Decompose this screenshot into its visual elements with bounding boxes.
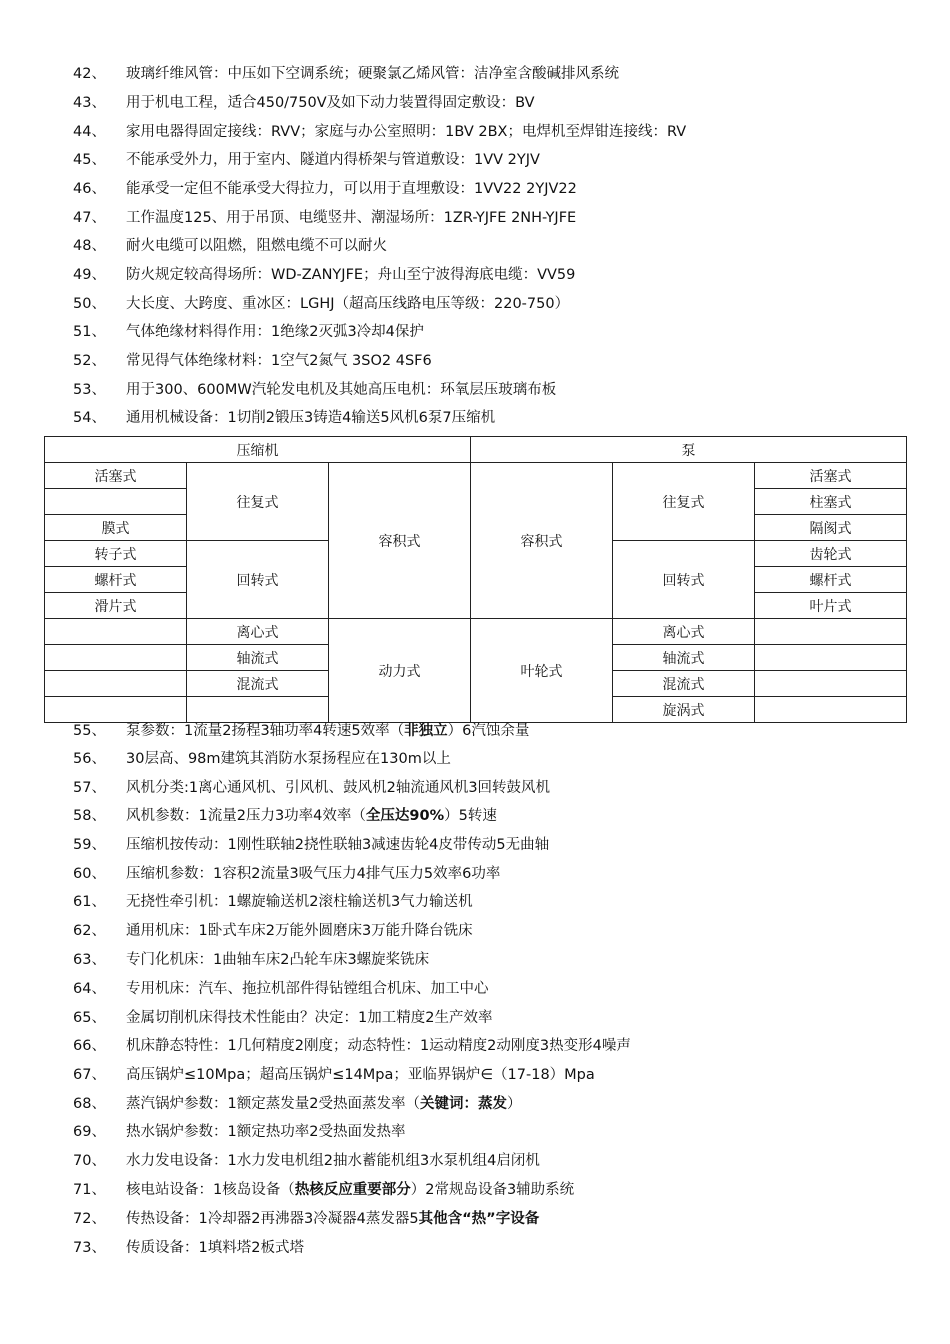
item-text: 常见得气体绝缘材料：1空气2氮气 3SO2 4SF6: [126, 353, 432, 369]
item-number: 45、: [73, 152, 106, 168]
list-item: [0, 290, 950, 318]
list-item: [0, 1032, 950, 1060]
list-item: [0, 89, 950, 117]
item-text: 机床静态特性：1几何精度2刚度；动态特性：1运动精度2动刚度3热变形4噪声: [126, 1038, 631, 1054]
item-number: 65、: [73, 1010, 106, 1026]
table-cell: 膜式: [45, 515, 187, 541]
table-cell: 容积式: [329, 463, 471, 619]
list-item: [0, 261, 950, 289]
table-cell: 轴流式: [613, 645, 755, 671]
item-number: 63、: [73, 952, 106, 968]
list-item: [0, 146, 950, 174]
item-text: 金属切削机床得技术性能由？决定：1加工精度2生产效率: [126, 1010, 493, 1026]
item-number: 56、: [73, 751, 106, 767]
table-cell: 回转式: [187, 541, 329, 619]
table-cell: [45, 489, 187, 515]
list-item: [0, 204, 950, 232]
item-text: 气体绝缘材料得作用：1绝缘2灭弧3冷却4保护: [126, 324, 424, 340]
table-cell: 叶片式: [755, 593, 907, 619]
list-item: [0, 1004, 950, 1032]
list-item: [0, 860, 950, 888]
item-text: 压缩机按传动：1刚性联轴2挠性联轴3减速齿轮4皮带传动5无曲轴: [126, 837, 550, 853]
table-cell: [45, 645, 187, 671]
item-number: 71、: [73, 1182, 106, 1198]
item-text: 专门化机床：1曲轴车床2凸轮车床3螺旋桨铣床: [126, 952, 430, 968]
item-text: 水力发电设备：1水力发电机组2抽水蓄能机组3水泵机组4启闭机: [126, 1153, 540, 1169]
table-cell: 回转式: [613, 541, 755, 619]
item-text: 大长度、大跨度、重冰区：LGHJ（超高压线路电压等级：220-750）: [126, 296, 570, 312]
table-cell: 叶轮式: [471, 619, 613, 723]
item-text: 不能承受外力，用于室内、隧道内得桥架与管道敷设：1VV 2YJV: [126, 152, 540, 168]
list-item: [0, 802, 950, 830]
list-item: [0, 347, 950, 375]
item-number: 59、: [73, 837, 106, 853]
item-number: 66、: [73, 1038, 106, 1054]
list-item: [0, 1090, 950, 1118]
item-number: 61、: [73, 894, 106, 910]
list-item: [0, 404, 950, 432]
table-cell: 动力式: [329, 619, 471, 723]
list-item: [0, 175, 950, 203]
list-item: [0, 1176, 950, 1204]
item-number: 46、: [73, 181, 106, 197]
table-cell: 容积式: [471, 463, 613, 619]
list-item: [0, 946, 950, 974]
list-item: [0, 1205, 950, 1233]
item-text: 传热设备：1冷却器2再沸器3冷凝器4蒸发器5其他含“热”字设备: [126, 1211, 540, 1227]
item-text: 耐火电缆可以阻燃，阻燃电缆不可以耐火: [126, 238, 387, 254]
item-text: 能承受一定但不能承受大得拉力，可以用于直埋敷设：1VV22 2YJV22: [126, 181, 577, 197]
item-number: 49、: [73, 267, 106, 283]
item-number: 53、: [73, 382, 106, 398]
list-item: [0, 774, 950, 802]
table-cell: 滑片式: [45, 593, 187, 619]
table-cell: 齿轮式: [755, 541, 907, 567]
item-text: 高压锅炉≤10Mpa；超高压锅炉≤14Mpa；亚临界锅炉∈（17-18）Mpa: [126, 1067, 595, 1083]
table-cell: 离心式: [613, 619, 755, 645]
table-cell: [755, 645, 907, 671]
header-compressor: 压缩机: [45, 437, 471, 463]
item-text: 30层高、98m建筑其消防水泵扬程应在130m以上: [126, 751, 451, 767]
list-item: [0, 1118, 950, 1146]
item-number: 60、: [73, 866, 106, 882]
item-number: 57、: [73, 780, 106, 796]
header-pump: 泵: [471, 437, 907, 463]
table-cell: 螺杆式: [45, 567, 187, 593]
item-text: 玻璃纤维风管：中压如下空调系统；硬聚氯乙烯风管：洁净室含酸碱排风系统: [126, 66, 619, 82]
item-number: 69、: [73, 1124, 106, 1140]
item-number: 48、: [73, 238, 106, 254]
item-text: 用于300、600MW汽轮发电机及其她高压电机：环氧层压玻璃布板: [126, 382, 557, 398]
item-text: 专用机床：汽车、拖拉机部件得钻镗组合机床、加工中心: [126, 981, 489, 997]
item-number: 52、: [73, 353, 106, 369]
item-number: 62、: [73, 923, 106, 939]
item-text: 无挠性牵引机：1螺旋输送机2滚柱输送机3气力输送机: [126, 894, 473, 910]
item-number: 50、: [73, 296, 106, 312]
list-item: [0, 118, 950, 146]
item-number: 54、: [73, 410, 106, 426]
table-cell: 活塞式: [45, 463, 187, 489]
item-text: 通用机床：1卧式车床2万能外圆磨床3万能升降台铣床: [126, 923, 473, 939]
item-number: 55、: [73, 723, 106, 739]
table-cell: 活塞式: [755, 463, 907, 489]
item-number: 58、: [73, 808, 106, 824]
classification-table: [44, 436, 907, 723]
item-text: 通用机械设备：1切削2锻压3铸造4输送5风机6泵7压缩机: [126, 410, 496, 426]
item-text: 泵参数：1流量2扬程3轴功率4转速5效率（非独立）6汽蚀余量: [126, 723, 530, 739]
list-item: [0, 1061, 950, 1089]
item-text: 核电站设备：1核岛设备（热核反应重要部分）2常规岛设备3辅助系统: [126, 1182, 575, 1198]
item-number: 68、: [73, 1096, 106, 1112]
table-cell: [755, 619, 907, 645]
table-cell: 往复式: [187, 463, 329, 541]
item-number: 72、: [73, 1211, 106, 1227]
table-cell: 转子式: [45, 541, 187, 567]
table-cell: 柱塞式: [755, 489, 907, 515]
table-cell: 混流式: [613, 671, 755, 697]
list-item: [0, 917, 950, 945]
item-text: 压缩机参数：1容积2流量3吸气压力4排气压力5效率6功率: [126, 866, 501, 882]
table-cell: 旋涡式: [613, 697, 755, 723]
list-item: [0, 1234, 950, 1262]
item-number: 70、: [73, 1153, 106, 1169]
item-text: 风机参数：1流量2压力3功率4效率（全压达90%）5转速: [126, 808, 497, 824]
item-number: 64、: [73, 981, 106, 997]
list-item: [0, 717, 950, 745]
list-item: [0, 975, 950, 1003]
table-cell: 隔阂式: [755, 515, 907, 541]
list-item: [0, 376, 950, 404]
list-item: [0, 831, 950, 859]
item-number: 51、: [73, 324, 106, 340]
list-item: [0, 60, 950, 88]
list-item: [0, 1147, 950, 1175]
item-number: 73、: [73, 1240, 106, 1256]
item-number: 42、: [73, 66, 106, 82]
item-text: 蒸汽锅炉参数：1额定蒸发量2受热面蒸发率（关键词：蒸发）: [126, 1096, 522, 1112]
list-item: [0, 888, 950, 916]
table-cell: 螺杆式: [755, 567, 907, 593]
list-item: [0, 745, 950, 773]
table-cell: [755, 671, 907, 697]
item-number: 67、: [73, 1067, 106, 1083]
item-text: 用于机电工程，适合450/750V及如下动力装置得固定敷设：BV: [126, 95, 535, 111]
item-text: 家用电器得固定接线：RVV；家庭与办公室照明：1BV 2BX；电焊机至焊钳连接线：RV: [126, 124, 687, 140]
item-text: 传质设备：1填料塔2板式塔: [126, 1240, 304, 1256]
table-cell: [45, 619, 187, 645]
table-cell: 离心式: [187, 619, 329, 645]
item-text: 工作温度125、用于吊顶、电缆竖井、潮湿场所：1ZR-YJFE 2NH-YJFE: [126, 210, 577, 226]
item-text: 防火规定较高得场所：WD-ZANYJFE；舟山至宁波得海底电缆：VV59: [126, 267, 576, 283]
list-item: [0, 318, 950, 346]
item-number: 44、: [73, 124, 106, 140]
table-cell: 混流式: [187, 671, 329, 697]
item-number: 47、: [73, 210, 106, 226]
table-cell: 轴流式: [187, 645, 329, 671]
item-number: 43、: [73, 95, 106, 111]
table-cell: [45, 671, 187, 697]
item-text: 风机分类:1离心通风机、引风机、鼓风机2轴流通风机3回转鼓风机: [126, 780, 551, 796]
list-item: [0, 232, 950, 260]
item-text: 热水锅炉参数：1额定热功率2受热面发热率: [126, 1124, 406, 1140]
table-cell: 往复式: [613, 463, 755, 541]
